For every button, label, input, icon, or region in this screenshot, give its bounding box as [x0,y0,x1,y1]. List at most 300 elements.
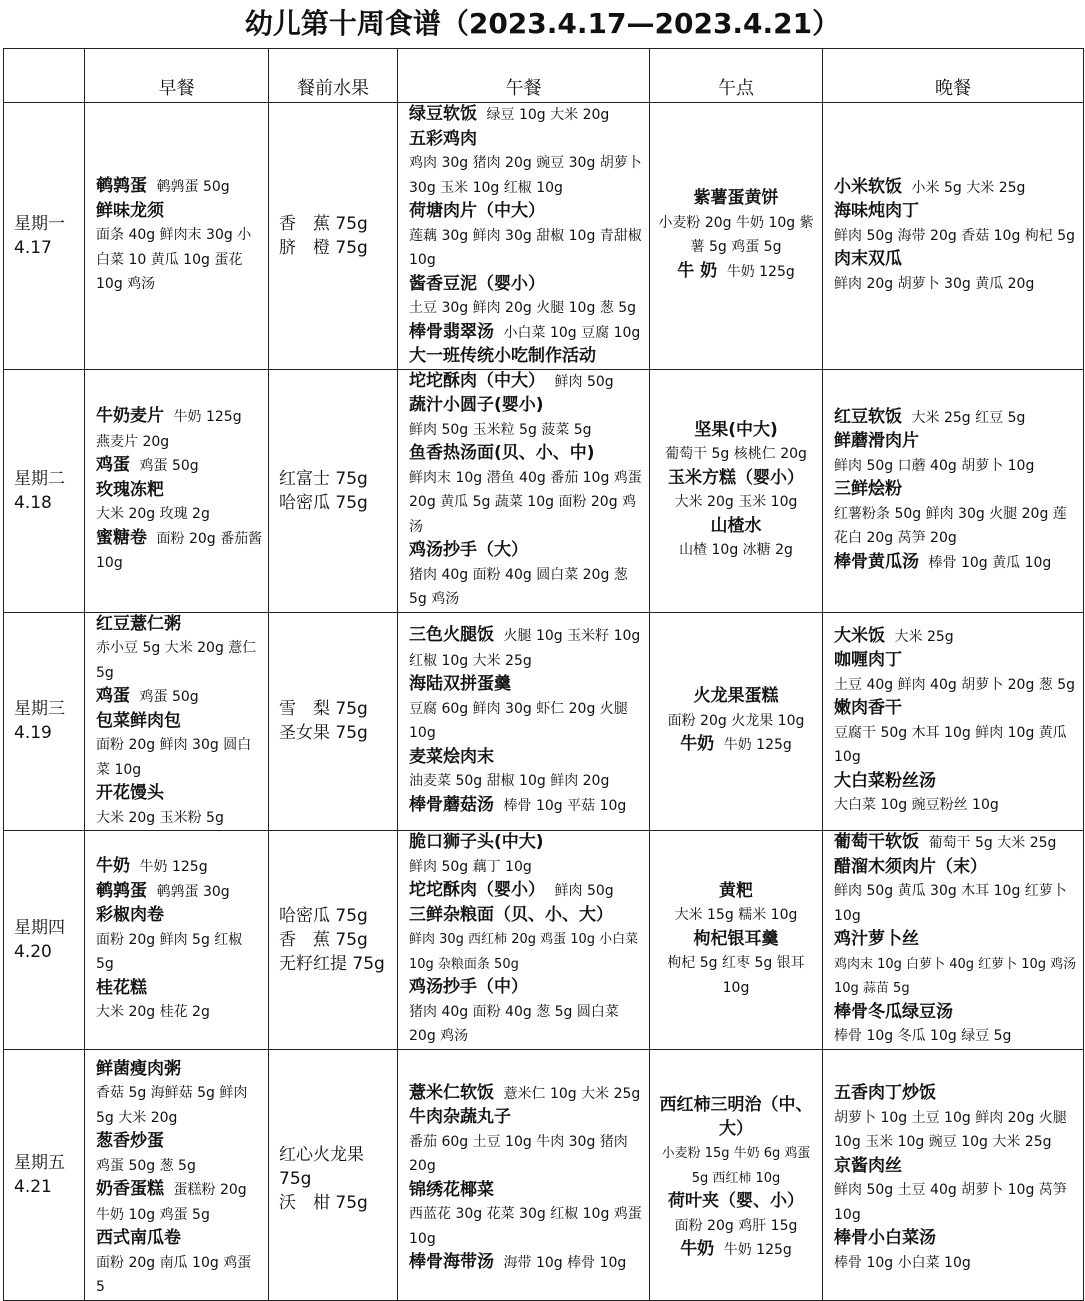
dish-name: 红豆软饭 [834,406,902,427]
menu-line [654,1214,818,1239]
dish-name: 海陆双拼蛋羹 [409,674,511,695]
dish-name: 奶香蛋糕 [96,1179,164,1199]
menu-line [834,856,1078,880]
dish-name: 鸡汤抄手（大） [409,540,528,560]
fruit-item: 雪 梨 75g [279,699,368,720]
dinner-cell [823,831,1084,1050]
fruit-item: 香 蕉 75g [279,213,368,234]
menu-line [654,733,818,758]
snack-cell [650,369,823,612]
dish-detail: 猪肉 40g 面粉 40g 葱 5g 圆白菜 20g 鸡汤 [409,1003,619,1044]
menu-line [409,539,644,563]
menu-line [409,697,644,746]
lunch-cell [398,103,650,370]
menu-line [834,1227,1078,1251]
dish-name: 五香肉丁炒饭 [834,1083,936,1103]
menu-line [409,673,644,697]
menu-line [96,502,263,527]
menu-line [409,442,644,466]
dish-detail: 鸡肉 30g 猪肉 20g 豌豆 30g 胡萝卜 30g 玉米 10g 红椒 10g [409,155,642,196]
menu-line [834,831,1078,856]
table-row [4,831,1084,1050]
dish-detail: 葡萄干 5g 大米 25g [928,835,1057,851]
dish-detail: 牛奶 125g [139,859,208,875]
dish-detail: 山楂 10g 冰糖 2g [679,542,793,558]
menu-line [409,563,644,612]
snack-cell [650,831,823,1050]
day-name: 星期一 [14,213,65,234]
dish-detail: 鸡肉末 10g 白萝卜 40g 红萝卜 10g 鸡汤 10g 蒜苗 5g [834,956,1077,996]
dish-name: 锦绣花椰菜 [409,1179,494,1200]
fruit-cell [269,612,398,831]
dish-detail: 大米 20g 玉米 10g [674,494,798,510]
menu-line [834,952,1078,1001]
menu-line [409,321,644,346]
menu-line [834,770,1078,794]
menu-line [96,1081,263,1130]
dish-name: 三鲜烩粉 [834,479,902,500]
dish-name: 牛奶 [96,856,130,876]
menu-line [96,1000,263,1025]
menu-line [654,1141,818,1190]
dish-name: 黄粑 [719,880,753,901]
dish-name: 山楂水 [710,515,762,536]
dish-name: 紫薯蛋黄饼 [693,188,779,209]
menu-line [834,478,1078,502]
menu-line [834,625,1078,650]
dish-detail: 面粉 20g 南瓜 10g 鸡蛋 5 [96,1254,252,1295]
dish-detail: 鹌鹑蛋 50g [156,179,230,195]
breakfast-cell [85,103,269,370]
dish-detail: 豆腐 60g 鲜肉 30g 虾仁 20g 火腿 10g [409,700,628,742]
fruit-cell [269,103,398,370]
header-fruit: 餐前水果 [269,49,398,103]
dinner-cell [823,369,1084,612]
dish-detail: 面条 40g 鲜肉末 30g 小白菜 10 黄瓜 10g 蛋花 10g 鸡汤 [96,227,252,292]
day-cell [4,1049,85,1300]
dish-detail: 鲜肉 50g 藕丁 10g [409,858,532,875]
dish-detail: 牛奶 125g [723,737,792,753]
menu-line [409,200,644,224]
day-date: 4.17 [14,237,52,258]
dish-detail: 薏米仁 10g 大米 25g [503,1085,641,1102]
dish-detail: 红薯粉条 50g 鲜肉 30g 火腿 20g 莲花白 20g 莴笋 20g [834,505,1067,547]
menu-line [654,515,818,539]
dish-detail: 枸杞 5g 红枣 5g 银耳 10g [667,955,805,996]
dish-name: 坨坨酥肉（婴小） [409,880,545,900]
fruit-item: 哈密瓜 75g [279,492,368,513]
menu-line [96,1130,263,1154]
menu-line [409,466,644,540]
dish-detail: 火腿 10g 玉米籽 10g [503,628,641,645]
dinner-cell [823,103,1084,370]
dish-detail: 大米 20g 玉米粉 5g [96,809,224,826]
dish-detail: 棒骨 10g 冬瓜 10g 绿豆 5g [834,1028,1012,1044]
lunch-cell [398,1049,650,1300]
day-date: 4.19 [14,723,52,744]
dish-name: 牛奶 [680,1239,715,1260]
menu-line [834,1082,1078,1106]
menu-line [409,296,644,321]
menu-line [409,103,644,128]
dish-name: 京酱肉丝 [834,1155,902,1176]
dish-detail: 大米 15g 糯米 10g [674,907,798,923]
dish-detail: 香菇 5g 海鲜菇 5g 鲜肉 5g 大米 20g [96,1085,248,1126]
menu-line [409,1130,644,1179]
menu-line [834,224,1078,249]
dish-name: 大一班传统小吃制作活动 [409,346,596,366]
day-name: 星期五 [14,1152,65,1173]
menu-line [834,928,1078,952]
menu-line [409,855,644,880]
menu-line [96,613,263,637]
dish-detail: 面粉 20g 番茄酱 10g [96,530,263,572]
dish-name: 鲜菌瘦肉粥 [96,1058,181,1079]
dish-name: 荷塘肉片（中大） [409,201,545,221]
dish-detail: 鲜肉 50g 海带 20g 香菇 10g 枸杞 5g [834,227,1076,244]
menu-line [654,685,818,709]
dish-name: 鸡蛋 [96,686,130,706]
menu-line [409,649,644,674]
fruit-cell [269,1049,398,1300]
day-name: 星期三 [14,699,65,720]
fruit-item: 脐 橙 75g [279,237,368,258]
dish-name: 开花馒头 [96,783,164,803]
dish-name: 醋溜木须肉片（末） [834,856,987,877]
table-row [4,1049,1084,1300]
menu-line [409,879,644,904]
menu-line [96,636,263,685]
dish-detail: 西蓝花 30g 花菜 30g 红椒 10g 鸡蛋 10g [409,1206,642,1247]
menu-line [96,454,263,479]
fruit-item: 香 蕉 75g [279,929,368,950]
dish-name: 枸杞银耳羹 [693,928,779,949]
menu-line [654,928,818,952]
dish-name: 棒骨海带汤 [409,1252,494,1272]
dish-detail: 番茄 60g 土豆 10g 牛肉 30g 猪肉 20g [409,1133,628,1174]
dish-detail: 鲜肉 50g 黄瓜 30g 木耳 10g 红萝卜 10g [834,883,1067,924]
dish-detail: 牛奶 125g [726,263,795,280]
menu-line [834,176,1078,201]
dish-name: 脆口狮子头(中大) [409,832,544,852]
menu-line [96,904,263,928]
menu-line [654,211,818,260]
header-snack: 午点 [650,49,823,103]
dish-detail: 鸡蛋 50g 葱 5g [96,1157,196,1174]
dish-detail: 鸡蛋 50g [139,689,199,705]
menu-line [409,1251,644,1276]
day-date: 4.21 [14,1176,52,1197]
dish-detail: 面粉 20g 鲜肉 30g 圆白菜 10g [96,737,252,778]
menu-line [409,418,644,443]
dish-detail: 燕麦片 20g [96,433,170,450]
menu-line [96,1203,263,1228]
dish-detail: 面粉 20g 鲜肉 5g 红椒 5g [96,931,243,972]
dish-detail: 海带 10g 棒骨 10g [503,1255,627,1271]
dish-name: 鲜蘑滑肉片 [834,431,919,452]
dish-detail: 面粉 20g 鸡肝 15g [674,1217,798,1234]
menu-line [654,538,818,563]
menu-line [96,1178,263,1203]
dish-name: 葱香炒蛋 [96,1131,164,1151]
snack-cell [650,1049,823,1300]
dish-name: 红豆薏仁粥 [96,613,181,634]
menu-line [409,927,644,976]
dish-name: 鲜味龙须 [96,200,164,221]
dish-name: 牛奶 [680,734,715,754]
menu-line [409,345,644,369]
dish-detail: 小白菜 10g 豆腐 10g [503,324,641,341]
menu-line [834,1106,1078,1155]
table-row [4,612,1084,831]
header-breakfast: 早餐 [85,49,269,103]
dish-detail: 小米 5g 大米 25g [911,179,1026,196]
dish-name: 酱香豆泥（婴小） [409,273,545,294]
dish-name: 火龙果蛋糕 [693,686,779,706]
menu-table [3,48,1084,1301]
dish-detail: 鹌鹑蛋 30g [156,883,230,900]
dish-name: 棒骨小白菜汤 [834,1228,936,1248]
breakfast-cell [85,831,269,1050]
menu-line [834,430,1078,454]
menu-line [654,951,818,1000]
dish-name: 玉米方糕（婴小） [668,467,804,488]
dish-name: 小米软饭 [834,176,902,197]
menu-line [96,928,263,977]
menu-line [96,1251,263,1300]
dish-name: 鸡汤抄手（中） [409,977,528,997]
menu-line [834,406,1078,431]
menu-line [409,151,644,200]
dish-name: 鸡蛋 [96,455,130,476]
page-title: 幼儿第十周食谱（2023.4.17—2023.4.21） [244,7,841,40]
fruit-item: 哈密瓜 75g [279,905,368,926]
breakfast-cell [85,1049,269,1300]
dish-name: 绿豆软饭 [409,104,477,124]
fruit-cell [269,831,398,1050]
menu-line [654,903,818,928]
menu-line [654,1238,818,1263]
menu-line [834,1024,1078,1049]
menu-line [834,272,1078,297]
menu-line [96,1154,263,1179]
menu-line [409,394,644,418]
menu-line [834,551,1078,576]
menu-line [409,370,644,395]
menu-line [654,260,818,285]
dish-detail: 大米 20g 玫瑰 2g [96,506,210,523]
dish-name: 西式南瓜卷 [96,1228,181,1248]
menu-line [834,879,1078,928]
menu-line [654,709,818,734]
menu-line [409,976,644,1000]
dish-detail: 莲藕 30g 鲜肉 30g 甜椒 10g 青甜椒 10g [409,227,642,268]
dish-detail: 土豆 30g 鲜肉 20g 火腿 10g 葱 5g [409,300,637,316]
fruit-item: 无籽红提 75g [279,953,385,974]
menu-line [834,1251,1078,1276]
dish-detail: 面粉 20g 火龙果 10g [667,712,805,729]
header-dinner: 晚餐 [823,49,1084,103]
day-cell [4,103,85,370]
dish-name: 蔬汁小圆子(婴小) [409,395,544,415]
dish-detail: 油麦菜 50g 甜椒 10g 鲜肉 20g [409,773,610,790]
dish-name: 咖喱肉丁 [834,650,902,671]
menu-line [654,442,818,467]
menu-line [409,1106,644,1130]
menu-line [96,733,263,782]
dish-detail: 牛奶 125g [723,1242,792,1259]
menu-line [654,1094,818,1141]
dish-name: 玫瑰冻粑 [96,479,164,500]
dish-name: 鸡汁萝卜丝 [834,929,919,949]
dish-name: 鱼香热汤面(贝、小、中) [409,443,595,463]
dish-detail: 棒骨 10g 小白菜 10g [834,1254,971,1271]
header-blank [4,49,85,103]
dish-detail: 胡萝卜 10g 土豆 10g 鲜肉 20g 火腿 10g 玉米 10g 豌豆 10g 大米 25g [834,1109,1067,1150]
dish-name: 坨坨酥肉（中大） [409,370,545,391]
menu-line [409,831,644,855]
menu-line [654,1190,818,1214]
menu-line [409,1202,644,1251]
dish-detail: 大米 20g 桂花 2g [96,1004,210,1020]
menu-line [96,430,263,455]
fruit-item: 红心火龙果 75g [279,1144,364,1189]
dish-detail: 绿豆 10g 大米 20g [486,107,610,123]
dish-name: 棒骨蘑菇汤 [409,794,494,815]
dish-name: 蜜糖卷 [96,527,147,548]
menu-line [409,128,644,152]
table-row [4,103,1084,370]
menu-line [834,1155,1078,1179]
menu-line [96,405,263,430]
day-cell [4,612,85,831]
dish-detail: 鲜肉 20g 胡萝卜 30g 黄瓜 20g [834,275,1035,292]
dish-detail: 赤小豆 5g 大米 20g 薏仁 5g [96,640,257,681]
lunch-cell [398,369,650,612]
dish-detail: 土豆 40g 鲜肉 40g 胡萝卜 20g 葱 5g [834,676,1076,693]
menu-line [96,1227,263,1251]
dish-detail: 小麦粉 20g 牛奶 10g 紫薯 5g 鸡蛋 5g [658,214,814,256]
menu-line [834,502,1078,551]
menu-line [409,1000,644,1049]
dish-name: 薏米仁软饭 [409,1082,494,1103]
menu-line [834,697,1078,721]
dish-detail: 鲜肉末 10g 潜鱼 40g 番茄 10g 鸡蛋 20g 黄瓜 5g 蔬菜 10g 面粉 20g 鸡汤 [409,469,642,535]
dish-detail: 猪肉 40g 面粉 40g 圆白菜 20g 葱 5g 鸡汤 [409,566,628,607]
dish-name: 鹌鹑蛋 [96,176,147,196]
fruit-item: 圣女果 75g [279,723,368,744]
breakfast-cell [85,369,269,612]
menu-line [834,1178,1078,1227]
dish-name: 鹌鹑蛋 [96,880,147,901]
dish-detail: 葡萄干 5g 核桃仁 20g [665,446,807,462]
menu-line [834,649,1078,673]
day-date: 4.20 [14,941,52,962]
fruit-cell [269,369,398,612]
dish-detail: 鲜肉 50g 玉米粒 5g 菠菜 5g [409,421,592,438]
menu-line [834,721,1078,770]
menu-line [654,187,818,211]
day-cell [4,369,85,612]
dish-name: 棒骨冬瓜绿豆汤 [834,1001,953,1022]
dish-detail: 小麦粉 15g 牛奶 6g 鸡蛋 5g 西红柿 10g [661,1146,811,1186]
dish-name: 五彩鸡肉 [409,128,477,149]
menu-line [96,806,263,831]
dinner-cell [823,612,1084,831]
dish-detail: 牛奶 125g [173,409,242,426]
dish-detail: 鲜肉 50g 土豆 40g 胡萝卜 10g 莴笋 10g [834,1182,1067,1223]
dish-detail: 大白菜 10g 豌豆粉丝 10g [834,797,999,814]
header-lunch: 午餐 [398,49,650,103]
snack-cell [650,612,823,831]
menu-line [654,419,818,443]
day-name: 星期二 [14,468,65,489]
lunch-cell [398,612,650,831]
dish-detail: 牛奶 10g 鸡蛋 5g [96,1206,210,1223]
dish-name: 大米饭 [834,625,885,646]
breakfast-cell [85,612,269,831]
dish-detail: 鲜肉 50g [554,883,614,899]
dish-name: 葡萄干软饭 [834,832,919,852]
menu-line [834,454,1078,479]
menu-line [409,1179,644,1203]
dish-name: 包菜鲜肉包 [96,710,181,731]
dish-name: 棒骨黄瓜汤 [834,551,919,572]
menu-line [96,977,263,1001]
menu-line [96,855,263,880]
dish-name: 荷叶夹（婴、小） [668,1191,804,1212]
dish-detail: 蛋糕粉 20g [173,1182,247,1198]
menu-line [96,685,263,710]
menu-line [409,769,644,794]
dish-name: 三鲜杂粮面（贝、小、大） [409,904,613,925]
menu-line [409,746,644,770]
dish-detail: 棒骨 10g 平菇 10g [503,797,627,814]
header-row [4,49,1084,103]
dish-name: 牛奶麦片 [96,406,164,427]
dish-name: 嫩肉香干 [834,698,902,719]
dish-name: 彩椒肉卷 [96,905,164,925]
dish-name: 牛 奶 [677,260,718,281]
menu-line [834,673,1078,698]
menu-line [654,490,818,515]
table-row [4,369,1084,612]
dish-detail: 大米 25g 红豆 5g [911,409,1026,426]
menu-line [409,1082,644,1107]
menu-line [654,880,818,904]
dish-detail: 鸡蛋 50g [139,458,199,475]
menu-line [834,1001,1078,1025]
menu-line [409,624,644,649]
dish-name: 海味炖肉丁 [834,201,919,221]
menu-line [409,904,644,928]
menu-line [409,273,644,297]
dish-detail: 鲜肉 50g 口蘑 40g 胡萝卜 10g [834,457,1035,474]
dish-detail: 棒骨 10g 黄瓜 10g [928,554,1052,571]
menu-line [96,880,263,905]
menu-line [409,794,644,819]
dish-name: 麦菜烩肉末 [409,746,494,767]
menu-line [96,1058,263,1082]
dish-name: 坚果(中大) [694,419,778,440]
dish-name: 大白菜粉丝汤 [834,770,936,791]
dish-detail: 鲜肉 30g 西红柿 20g 鸡蛋 10g 小白菜 10g 杂粮面条 50g [409,932,639,972]
dish-name: 棒骨翡翠汤 [409,321,494,342]
dinner-cell [823,1049,1084,1300]
fruit-item: 红富士 75g [279,468,368,489]
dish-detail: 红椒 10g 大米 25g [409,652,532,669]
menu-line [96,175,263,200]
